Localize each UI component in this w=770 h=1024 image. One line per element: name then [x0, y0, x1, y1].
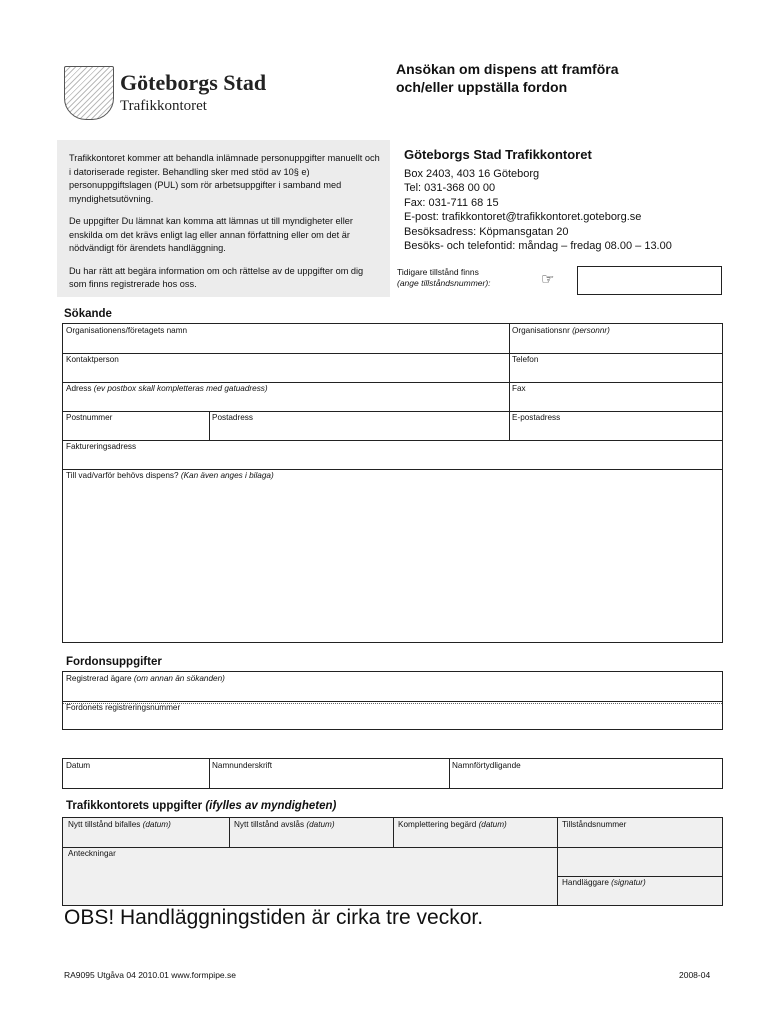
email-field[interactable]: E-postadress: [512, 413, 561, 422]
completion-requested-field[interactable]: Komplettering begärd (datum): [398, 820, 507, 829]
notice-paragraph: Du har rätt att begära information om och rättelse av de uppgifter om dig som finns registrerade hos oss.: [69, 265, 364, 289]
postal-address-field[interactable]: Postadress: [212, 413, 253, 422]
office-grid: [62, 817, 723, 906]
permit-granted-field[interactable]: Nytt tillstånd bifalles (datum): [68, 820, 171, 829]
notice-paragraph: De uppgifter Du lämnat kan komma att lämnas ut till myndigheter eller enskilda om det krävs enligt lag eller annan författning eller om det är nödvändigt för ärendets handläggning.: [69, 216, 353, 253]
org-number-field[interactable]: Organisationsnr (personnr): [512, 326, 610, 335]
footer-date: 2008-04: [679, 970, 711, 980]
postal-code-field[interactable]: Postnummer: [66, 413, 113, 422]
logo-subtitle: Trafikkontoret: [120, 98, 207, 114]
logo: [64, 66, 274, 126]
logo-name: Göteborgs Stad: [120, 70, 267, 95]
city-crest-icon: [64, 66, 114, 120]
billing-address-field[interactable]: Faktureringsadress: [66, 442, 137, 451]
registered-owner-field[interactable]: Registrerad ägare (om annan än sökanden): [66, 674, 225, 683]
office-heading: Trafikkontorets uppgifter (ifylles av myndigheten): [66, 800, 337, 812]
form-title: Ansökan om dispens att framföra och/eller uppställa fordon: [396, 61, 619, 95]
contact-line: Tel: 031-368 00 00: [404, 182, 496, 194]
contact-line: Fax: 031-711 68 15: [404, 196, 499, 209]
reason-field[interactable]: Till vad/varför behövs dispens? (Kan även anges i bilaga): [66, 471, 274, 480]
pointing-hand-icon: ☞: [541, 271, 555, 288]
vehicle-grid: [62, 671, 723, 730]
processing-time-notice: OBS! Handläggningstiden är cirka tre veckor.: [64, 906, 484, 929]
contact-line: Besöksadress: Köpmansgatan 20: [404, 225, 569, 238]
previous-permit-label: Tidigare tillstånd finns (ange tillståndsnummer):: [397, 267, 491, 288]
org-name-field[interactable]: Organisationens/företagets namn: [66, 326, 188, 335]
permit-number-field[interactable]: Tillståndsnummer: [562, 820, 627, 829]
contact-heading: Göteborgs Stad Trafikkontoret: [404, 147, 592, 162]
applicant-heading: Sökande: [64, 308, 112, 320]
name-clarification-field[interactable]: Namnförtydligande: [452, 761, 521, 770]
notice-paragraph: Trafikkontoret kommer att behandla inlämnade personuppgifter manuellt och i datoriserade register. Behandling sker med stöd av 10§ e) personuppgiftslagen (PUL) som rör arbetsuppgifter i samband med myndighetsutövning.: [69, 153, 380, 204]
contact-line: Besöks- och telefontid: måndag – fredag 08.00 – 13.00: [404, 240, 672, 252]
contact-line: Box 2403, 403 16 Göteborg: [404, 167, 540, 180]
date-field[interactable]: Datum: [66, 761, 91, 770]
officer-signature-field[interactable]: Handläggare (signatur): [562, 878, 646, 887]
notes-field[interactable]: Anteckningar: [68, 849, 116, 858]
privacy-notice: [57, 140, 390, 297]
phone-field[interactable]: Telefon: [512, 355, 539, 364]
contact-line: E-post: trafikkontoret@trafikkontoret.goteborg.se: [404, 211, 642, 223]
contact-person-field[interactable]: Kontaktperson: [66, 355, 119, 364]
signature-grid: [62, 758, 723, 789]
signature-field[interactable]: Namnunderskrift: [212, 761, 273, 770]
address-field[interactable]: Adress (ev postbox skall kompletteras med gatuadress): [66, 384, 268, 393]
applicant-grid: [62, 323, 723, 643]
permit-denied-field[interactable]: Nytt tillstånd avslås (datum): [234, 820, 335, 829]
vehicle-heading: Fordonsuppgifter: [66, 656, 162, 668]
footer-form-id: RA9095 Utgåva 04 2010.01 www.formpipe.se: [64, 970, 236, 980]
registration-number-field[interactable]: Fordonets registreringsnummer: [66, 703, 181, 712]
fax-field[interactable]: Fax: [512, 384, 526, 393]
previous-permit-input[interactable]: [577, 266, 722, 295]
contact-info: [404, 148, 744, 254]
